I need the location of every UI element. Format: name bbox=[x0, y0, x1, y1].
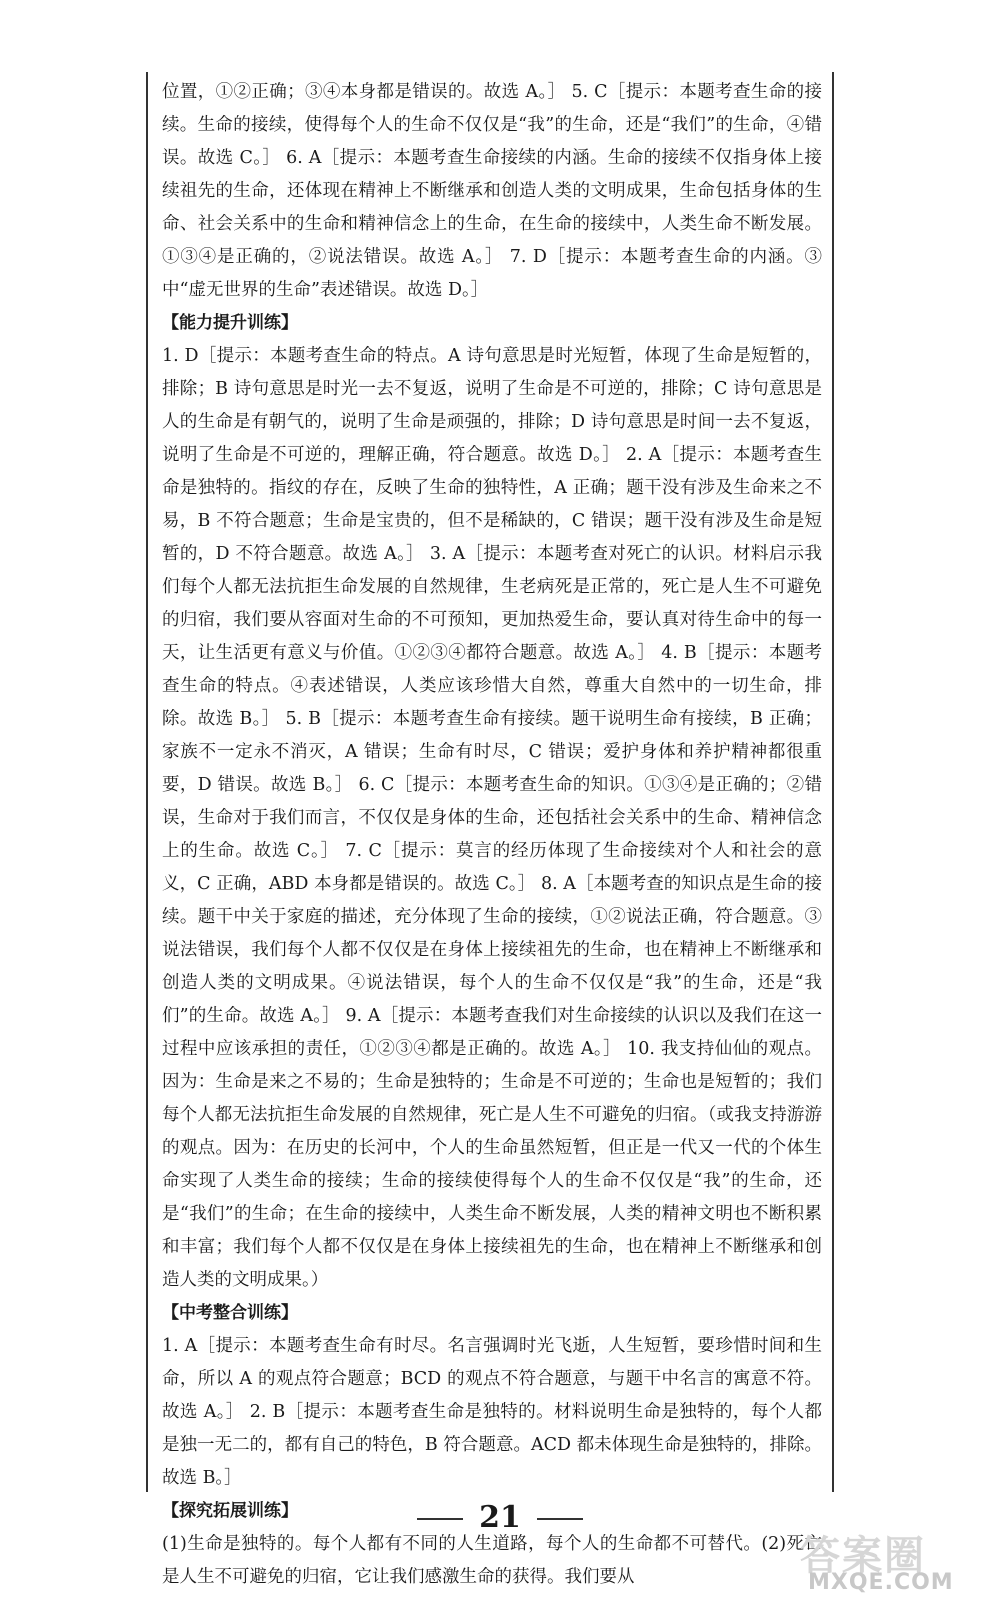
answer-paragraph: 位置，①②正确；③④本身都是错误的。故选 A。］ 5. C［提示：本题考查生命的接续。生命的接续，使得每个人的生命不仅仅是“我”的生命，还是“我们”的生命，④错误。故选 C。］ 6. A［提示：本题考查生命接续的内涵。生命的接续不仅指身体上接续祖先的生命，还体现在精神上不断继承和创造人类的文明成果，生命包括身体的生命、社会关系中的生命和精神信念上的生命，在生命的接续中，人类生命不断发展。①③④是正确的，②说法错误。故选 A。］ 7. D［提示：本题考查生命的内涵。③中“虚无世界的生命”表述错误。故选 D。］ bbox=[162, 82, 822, 300]
watermark-logo-text: 答案圈 bbox=[800, 1533, 926, 1579]
footer-dash-left bbox=[417, 1518, 463, 1520]
section-heading-explore: 【探究拓展训练】 bbox=[162, 1501, 298, 1521]
answer-paragraph: 1. D［提示：本题考查生命的特点。A 诗句意思是时光短暂，体现了生命是短暂的，排除；B 诗句意思是时光一去不复返，说明了生命是不可逆的，排除；C 诗句意思是人的生命是有朝气的，说明了生命是顽强的，排除；D 诗句意思是时间一去不复返，说明了生命是不可逆的，理解正确，符合题意。故选 D。］ 2. A［提示：本题考查生命是独特的。指纹的存在，反映了生命的独特性，A 正确；题干没有涉及生命来之不易，B 不符合题意；生命是宝贵的，但不是稀缺的，C 错误；题干没有涉及生命是短暂的，D 不符合题意。故选 A。］ 3. A［提示：本题考查对死亡的认识。材料启示我们每个人都无法抗拒生命发展的自然规律，生老病死是正常的，死亡是人生不可避免的归宿，我们要从容面对生命的不可预知，更加热爱生命，要认真对待生命中的每一天，让生活更有意义与价值。①②③④都符合题意。故选 A。］ 4. B［提示：本题考查生命的特点。④表述错误，人类应该珍惜大自然，尊重大自然中的一切生命，排除。故选 B。］ 5. B［提示：本题考查生命有接续。题干说明生命有接续，B 正确；家族不一定永不消灭，A 错误；生命有时尽，C 错误；爱护身体和养护精神都很重要，D 错误。故选 B。］ 6. C［提示：本题考查生命的知识。①③④是正确的；②错误，生命对于我们而言，不仅仅是身体的生命，还包括社会关系中的生命、精神信念上的生命。故选 C。］ 7. C［提示：莫言的经历体现了生命接续对个人和社会的意义，C 正确，ABD 本身都是错误的。故选 C。］ 8. A［本题考查的知识点是生命的接续。题干中关于家庭的描述，充分体现了生命的接续，①②说法正确，符合题意。③说法错误，我们每个人都不仅仅是在身体上接续祖先的生命，也在精神上不断继承和创造人类的文明成果。④说法错误，每个人的生命不仅仅是“我”的生命，还是“我们”的生命。故选 A。］ 9. A［提示：本题考查我们对生命接续的认识以及我们在这一过程中应该承担的责任，①②③④都是正确的。故选 A。］ 10. 我支持仙仙的观点。因为：生命是来之不易的；生命是独特的；生命是不可逆的；生命也是短暂的；我们每个人都无法抗拒生命发展的自然规律，死亡是人生不可避免的归宿。（或我支持游游的观点。因为：在历史的长河中，个人的生命虽然短暂，但正是一代又一代的个体生命实现了人类生命的接续；生命的接续使得每个人的生命不仅仅是“我”的生命，还是“我们”的生命；在生命的接续中，人类生命不断发展，人类的精神文明也不断积累和丰富；我们每个人都不仅仅是在身体上接续祖先的生命，也在精神上不断继承和创造人类的文明成果。） bbox=[162, 346, 822, 1290]
left-margin-rule bbox=[146, 72, 148, 1492]
footer-dash-right bbox=[537, 1518, 583, 1520]
answer-paragraph: (1)生命是独特的。每个人都有不同的人生道路，每个人的生命都不可替代。(2)死亡是人生不可避免的归宿，它让我们感激生命的获得。我们要从 bbox=[162, 1534, 822, 1587]
answer-paragraph: 1. A［提示：本题考查生命有时尽。名言强调时光飞逝，人生短暂，要珍惜时间和生命，所以 A 的观点符合题意；BCD 的观点不符合题意，与题干中名言的寓意不符。故选 A。］ 2. B［提示：本题考查生命是独特的。材料说明生命是独特的，每个人都是独一无二的，都有自己的特色，B 符合题意。ACD 都未体现生命是独特的，排除。故选 B。］ bbox=[162, 1336, 822, 1488]
watermark-url: MXQE.COM bbox=[808, 1570, 954, 1595]
section-heading-exam: 【中考整合训练】 bbox=[162, 1303, 298, 1323]
page-number: 21 bbox=[479, 1500, 521, 1535]
site-watermark bbox=[800, 1522, 990, 1595]
section-heading-ability: 【能力提升训练】 bbox=[162, 313, 298, 333]
right-margin-rule bbox=[832, 72, 834, 1492]
answer-text-column bbox=[162, 76, 822, 1594]
